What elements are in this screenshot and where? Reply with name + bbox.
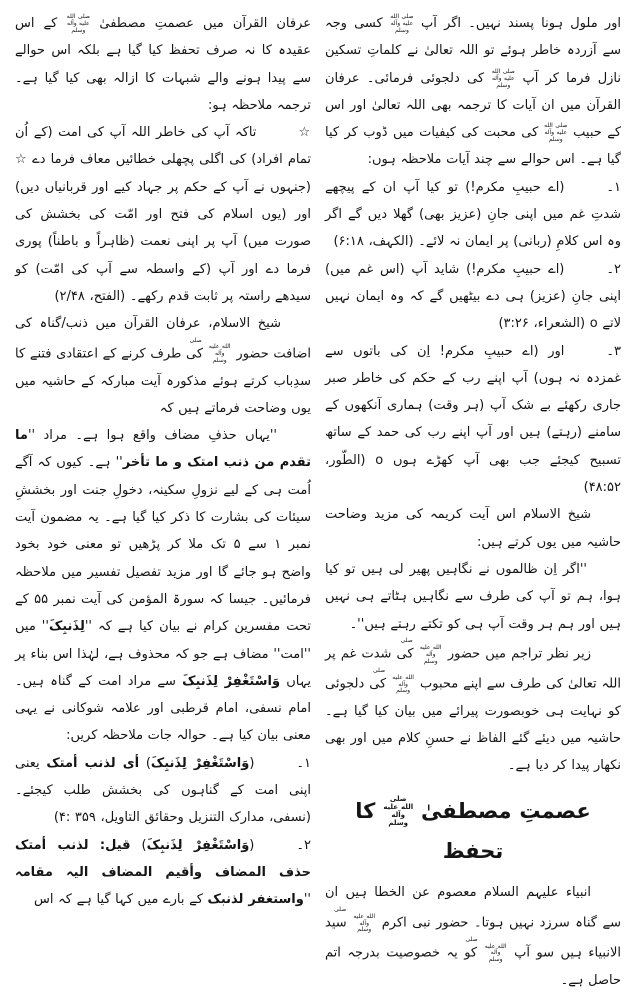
citation-number: ۶:۱۸ [338, 234, 364, 250]
text-run: سے مراد امت کے گناہ ہیں۔ امام نسفی، امام قرطبی اور علامہ شوکانی نے یہی معنی بیان کیا ہے۔ حوالہ جات ملاحظہ کریں: [15, 673, 311, 744]
arabic-phrase: وَاسْتَغْفِرْ لِذَنبِکَ [146, 837, 250, 853]
honorific-saw-icon: صلى الله عليه وآله وسلم [66, 13, 90, 34]
list-marker: ۳۔ [606, 343, 621, 359]
paragraph [325, 10, 621, 174]
text-run: اور ملول ہونا پسند نہیں۔ اگر آپ [413, 16, 621, 31]
text-run: کے بارے میں کہا گیا ہے کہ اس [34, 892, 208, 908]
text-run: (اے حبیبِ مکرم!) شاید آپ (اس غم میں) اپنی جانِ (عزیز) ہی دے بیٹھیں گے کہ وہ ایمان نہیں لاتے o (الشعراء، [325, 261, 621, 332]
text-run: ) [333, 234, 339, 250]
paragraph [15, 10, 311, 119]
text-run: '' میں ''امت'' مضاف ہے جو کہ محذوف ہے، لہٰذا اس بناء پر یہاں [15, 619, 311, 689]
arabic-phrase: ما تقدم من ذنب امتک و ما تأخر [15, 428, 311, 471]
text-run: ''اگر اِن ظالموں نے نگاہیں پھیر لی ہیں تو کیا ہوا، ہم تو آپ کی طرف سے نگاہیں ہٹاتے ہی نہیں ہیں اور ہم ہر وقت آپ ہی کو تکتے رہتے ہیں''۔ [325, 561, 621, 632]
arabic-phrase: قیل: لذنب أمتک حذف المضاف وأقیم المضاف الیہ مقامہ [15, 837, 311, 880]
text-run: ( [249, 755, 255, 771]
paragraph [325, 638, 621, 780]
text-run: '' [303, 892, 311, 908]
arabic-phrase: لِذَنبِکَ [48, 619, 85, 635]
text-run: کے اس عقیدہ کا نہ صرف تحفظ کیا گیا ہے بلکہ اس حوالے سے پیدا ہونے والے شبہات کا ازالہ بھی کیا گیا ہے۔ ترجمہ ملاحظہ ہو: [15, 16, 311, 113]
text-run: ) [498, 316, 504, 332]
text-run: تاکہ آپ کی خاطر اللہ آپ کی امت (کے اُن تمام افراد) کی اگلی پچھلی خطائیں معاف فرما دے ☆ (جنہوں نے آپ کے حکم پر جہاد کیے اور قربانیاں دیں) اور (یوں اسلام کی فتح اور امّت کی بخشش کی صورت میں) آپ پر اپنی نعمت (ظاہراً و باطناً) پوری فرما دے اور آپ (کے واسطہ سے آپ کی امّت) کو سیدھے راستہ پر ثابت قدم رکھے۔ (الفتح، [15, 125, 311, 304]
honorific-saw-icon: صلى الله عليه وآله وسلم [491, 67, 515, 89]
text-run: یعنی اپنی امت کے گناہوں کی بخشش طلب کیجئے۔ (نسفی، مدارک التنزیل وحقائق التاویل، [15, 755, 311, 826]
list-item [325, 174, 621, 256]
honorific-saw-icon: صلى الله عليه وآله وسلم [390, 13, 414, 34]
honorific-saw-icon: صلى الله عليه وآله وسلم [465, 935, 507, 964]
text-run: کی دلجوئی کو نہایت ہی خوبصورت پیرائے میں بیان کیا گیا ہے۔ حاشیہ میں دیئے گئے الفاظ نے حسنِ کلام میں اور بھی نکھار پیدا کر دیا ہے۔ [325, 676, 621, 774]
quotation-paragraph [15, 422, 311, 750]
text-run: کی شدت غم پر اللہ تعالیٰ کی طرف سے اپنے محبوب [325, 646, 621, 692]
honorific-saw-icon: صلى الله عليه وآله وسلم [383, 794, 414, 827]
honorific-saw-icon: صلى الله عليه وآله وسلم [400, 636, 442, 665]
arabic-phrase: أی لذنب أمتک [46, 755, 140, 771]
paragraph [325, 501, 621, 556]
text-run: عرفان القرآن میں عصمتِ مصطفیٰ [90, 16, 311, 31]
arabic-phrase: وَاسْتَغْفِرْ لِذَنبِکَ [182, 673, 281, 689]
honorific-saw-icon: صلى الله عليه وآله وسلم [189, 336, 231, 365]
text-run: کی طرف کرنے کے اعتقادی فتنے کا سدِباب کرتے ہوئے مذکورہ آیت مبارکہ کے حاشیہ میں یوں وضاحت فرماتے ہیں کہ [15, 346, 311, 416]
text-run: ) [130, 837, 147, 853]
arabic-phrase: واستغفر لذنبک [207, 892, 304, 908]
list-item [325, 338, 621, 502]
star-icon: ☆ [298, 125, 312, 141]
citation-number: ۴: ۳۵۹ [58, 810, 96, 826]
text-run: ( [249, 837, 255, 853]
text-run: ) [139, 755, 151, 771]
column-left [15, 10, 311, 994]
arabic-phrase: وَاسْتَغْفِرْ لِذَنبِکَ [150, 755, 250, 771]
list-item [15, 750, 311, 832]
text-run: ) [583, 480, 589, 496]
honorific-saw-icon: صلى الله عليه وآله وسلم [544, 122, 568, 144]
text-run: عصمتِ مصطفیٰ [413, 798, 591, 823]
list-marker: ۱۔ [606, 179, 621, 195]
column-right [325, 10, 621, 994]
text-run: کسی وجہ سے آزردہ خاطر ہوئے تو اللہ تعالیٰ نے کلماتِ تسکین نازل فرما کر آپ [325, 16, 622, 86]
list-marker: ۲۔ [296, 837, 311, 853]
text-run: کی محبت کی کیفیات میں ڈوب کر کیا گیا ہے۔ اس حوالے سے چند آیات ملاحظہ ہوں: [325, 125, 621, 168]
text-run: انبیاء علیہم السلام معصوم عن الخطا ہیں ان سے گناہ سرزد نہیں ہوتا۔ حضور نبی اکرم [325, 885, 621, 931]
text-run: '' ہے۔ کیوں کہ آگے اُمت ہی کے لیے نزولِ سکینہ، دخولِ جنت اور بخششِ سیئات کی بشارت کا ذکر کیا گیا ہے۔ یہ مضمون آیت نمبر ۱ سے ۵ تک ملا کر پڑھیں تو معنی خود بخود واضح ہو جائے گا اور مزید تفصیل تفسیر میں ملاحظہ فرمائیں۔ جیسا کہ سورۃ المؤمن کی آیت نمبر ۵۵ کے تحت مفسرین کرام نے بیان کیا ہے کہ '' [15, 455, 311, 635]
citation-number: ۳:۲۶ [503, 316, 529, 332]
text-run: (اے حبیبِ مکرم!) تو کیا آپ ان کے پیچھے شدتِ غم میں اپنی جانِ (عزیز بھی) گھلا دیں گے اگر وہ اس کلامِ (ربانی) پر ایمان نہ لائے۔ (الکہف، [325, 179, 621, 250]
text-run: کا تحفظ [355, 798, 504, 863]
list-marker: ۱۔ [296, 755, 311, 771]
text-run: ) [53, 810, 59, 826]
honorific-saw-icon: صلى الله عليه وآله وسلم [334, 905, 376, 934]
quotation-paragraph [325, 556, 621, 638]
text-run: شیخ الاسلام اس آیت کریمہ کی مزید وضاحت حاشیہ میں یوں کرتے ہیں: [325, 507, 621, 550]
paragraph [15, 310, 311, 422]
text-run: کی دلجوئی فرمائی۔ عرفان القرآن میں ان آیات کا ترجمہ بھی اللہ تعالیٰ اور اس کے حبیب [325, 70, 622, 141]
text-run: ) [54, 288, 60, 304]
list-item [15, 832, 311, 914]
list-marker: ۲۔ [606, 261, 621, 277]
text-run: ''یہاں حذفِ مضاف واقع ہوا ہے۔ مراد '' [27, 428, 277, 444]
text-run: زیر نظر تراجم میں حضور [442, 646, 591, 662]
text-columns [5, 10, 621, 994]
paragraph [325, 879, 621, 994]
list-item [15, 119, 311, 310]
text-run: کو یہ خصوصیت بدرجہ اتم حاصل ہے۔ [325, 945, 621, 988]
text-run: سید الانبیاء ہیں سو آپ [325, 915, 621, 961]
citation-number: ۴۸:۵۲ [588, 480, 621, 496]
text-run: شیخ الاسلام، عرفان القرآن میں ذنب/گناہ کی اضافت حضور [15, 316, 311, 362]
section-heading [325, 792, 621, 872]
text-run: اور (اے حبیبِ مکرم! اِن کی باتوں سے غمزدہ نہ ہوں) آپ اپنے رب کے حکم کی خاطر صبر جاری رکھئے بے شک آپ (ہر وقت) ہماری آنکھوں کے سامنے (رہتے) ہیں اور آپ اپنے رب کی حمد کے ساتھ تسبیح کیجئے جب بھی آپ کھڑے ہوں o (الطّور، [325, 343, 621, 468]
citation-number: ۲/۴۸ [59, 288, 85, 304]
list-item [325, 256, 621, 338]
honorific-saw-icon: صلى الله عليه وآله وسلم [373, 666, 414, 695]
